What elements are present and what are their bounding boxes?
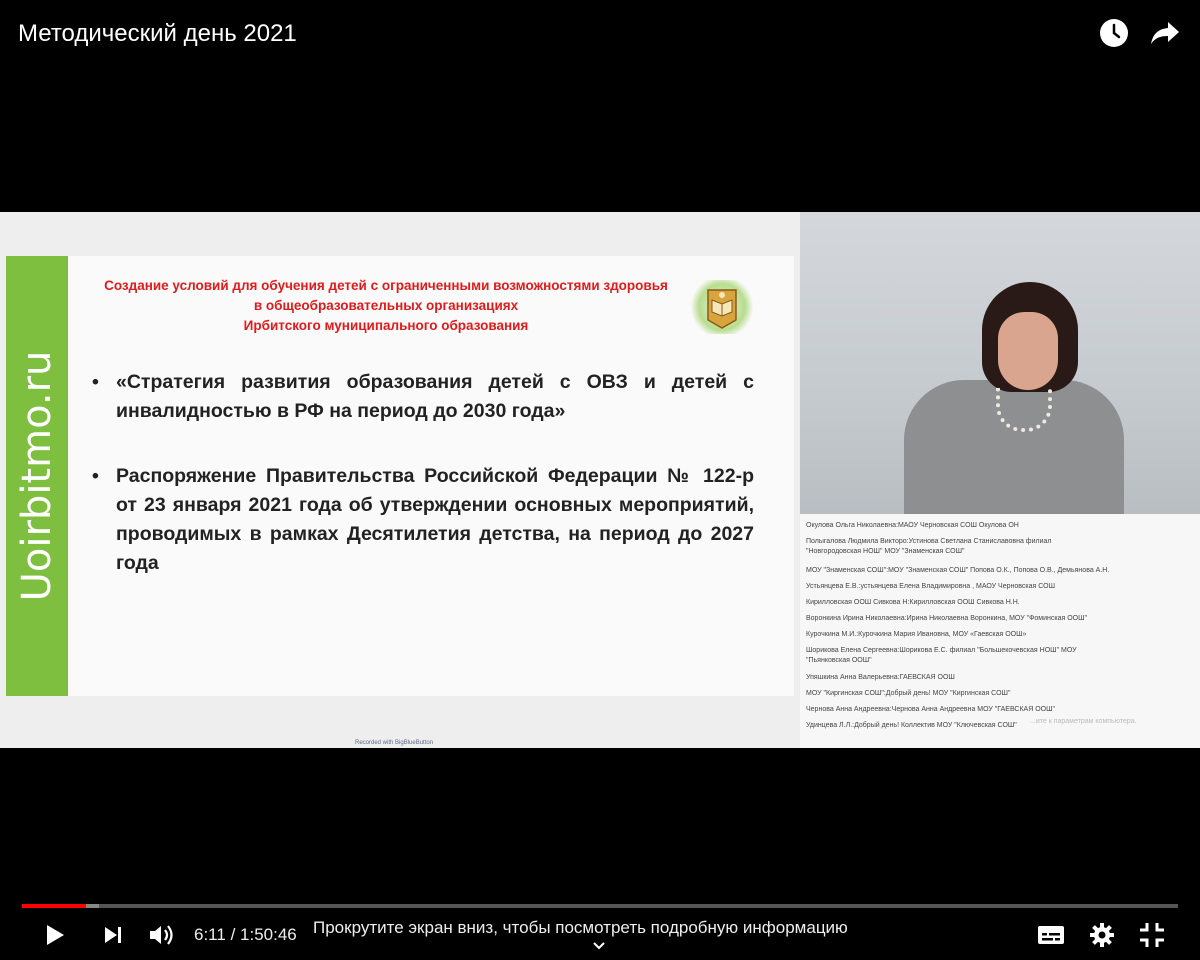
play-icon[interactable] [38, 918, 72, 952]
presenter-face [998, 312, 1058, 390]
duration: 1:50:46 [240, 925, 297, 944]
current-time: 6:11 [194, 925, 226, 944]
slide-heading-line: в общеобразовательных организациях [253, 298, 519, 313]
next-icon[interactable] [96, 918, 130, 952]
chevron-down-icon[interactable] [592, 938, 606, 956]
slide-bullet: • «Стратегия развития образования детей с ОВЗ и детей с инвалидностью в РФ на период до 2030 года» [92, 368, 754, 426]
exit-fullscreen-icon[interactable] [1135, 918, 1169, 952]
chat-message: Окулова Ольга Николаевна:МАОУ Черновская СОШ Окулова ОН [806, 522, 1019, 529]
chat-message: Полыгалова Людмила Викторо:Устинова Светлана Станиславовна филиал [806, 538, 1052, 545]
slide-heading [86, 276, 686, 336]
video-title[interactable]: Методический день 2021 [18, 20, 297, 47]
share-icon[interactable] [1148, 16, 1182, 50]
presentation-slide [6, 256, 794, 696]
chat-message: "Пьянковская ООШ" [806, 657, 872, 664]
watch-later-icon[interactable] [1097, 16, 1131, 50]
volume-icon[interactable] [145, 918, 179, 952]
chat-message: Курочкина М.И.:Курочкина Мария Ивановна, МОУ «Гаевская ООШ» [806, 631, 1027, 638]
slide-brand-text: Uoirbitmo.ru [14, 350, 60, 602]
subtitles-icon[interactable] [1034, 918, 1068, 952]
progress-track[interactable] [22, 904, 1178, 908]
presentation-area [0, 212, 800, 748]
slide-side-bar [6, 256, 68, 696]
chat-message: МОУ "Киргинская СОШ":Добрый день! МОУ "Киргинская СОШ" [806, 690, 1011, 697]
slide-bullet: • Распоряжение Правительства Российской Федерации № 122-р от 23 января 2021 года об утверждении основных мероприятий, проводимых в рамках Десятилетия детства, на период до 2027 года [92, 462, 754, 578]
time-display: 6:11 / 1:50:46 [194, 925, 297, 944]
progress-played[interactable] [22, 904, 86, 908]
chat-message: МОУ "Знаменская СОШ":МОУ "Знаменская СОШ" Попова О.К., Попова О.В., Демьянова А.Н. [806, 567, 1110, 574]
chat-message: Кирилловская ООШ Сивкова Н:Кирилловская ООШ Сивкова Н.Н. [806, 599, 1020, 606]
settings-icon[interactable] [1085, 918, 1119, 952]
chat-message: Устьянцева Е.В.:устьянцева Елена Владимировна , МАОУ Черновская СОШ [806, 583, 1055, 590]
scroll-hint-text[interactable]: Прокрутите экран вниз, чтобы посмотреть подробную информацию [313, 918, 848, 937]
chat-message: Воронкина Ирина Николаевна:Ирина Николаевна Воронкина, МОУ "Фоминская ООШ" [806, 615, 1088, 622]
slide-heading-line: Ирбитского муниципального образования [243, 318, 529, 333]
chat-overlay-hint: ...ите к параметрам компьютера. [1030, 718, 1137, 725]
webcam-feed [800, 212, 1200, 514]
slide-bullet-text: «Стратегия развития образования детей с ОВЗ и детей с инвалидностью в РФ на период до 2030 года» [116, 371, 754, 422]
chat-message: Упяшкина Анна Валерьевна:ГАЕВСКАЯ ООШ [806, 674, 955, 681]
school-emblem-icon [690, 280, 754, 334]
chat-message: Шорикова Елена Сергеевна:Шорикова Е.С. филиал "Большекочевская НОШ" МОУ [806, 647, 1077, 654]
recorded-with-label: Recorded with BigBlueButton [355, 740, 434, 746]
video-frame[interactable] [0, 212, 1200, 748]
chat-message: "Новгородовская НОШ" МОУ "Знаменская СОШ" [806, 548, 965, 555]
chat-message: Удинцева Л.Л.:Добрый день! Коллектив МОУ "Ключевская СОШ" [806, 722, 1017, 729]
chat-panel [800, 514, 1200, 748]
slide-bullet-text: Распоряжение Правительства Российской Федерации № 122-р от 23 января 2021 года об утверждении основных мероприятий, проводимых в рамках Десятилетия детства, на период до 2027 года [116, 465, 754, 574]
slide-heading-line: Создание условий для обучения детей с ограниченными возможностями здоровья [104, 278, 668, 293]
chat-message: Чернова Анна Андреевна:Чернова Анна Андреевна МОУ "ГАЕВСКАЯ ООШ" [806, 706, 1055, 713]
